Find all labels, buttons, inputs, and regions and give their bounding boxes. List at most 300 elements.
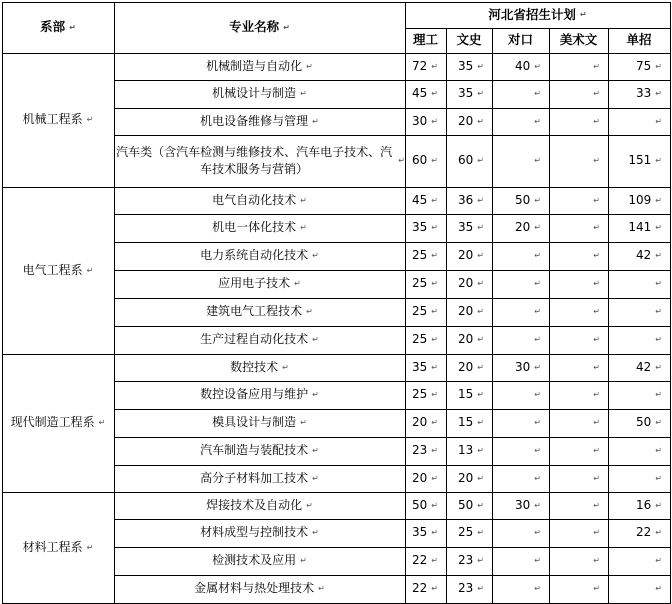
- grid-line: [549, 28, 550, 604]
- grid-line: [114, 547, 670, 548]
- value-cell-text: 30: [515, 359, 531, 374]
- paragraph-mark-icon: ↵: [431, 528, 438, 538]
- paragraph-mark-icon: ↵: [431, 116, 438, 126]
- grid-line: [114, 437, 670, 438]
- major-name: [114, 465, 405, 492]
- value-cell-text: 22: [636, 525, 652, 540]
- major-name: [114, 547, 405, 575]
- value-cell: [608, 270, 670, 298]
- dept-name-text: 机械工程系: [22, 112, 83, 127]
- paragraph-mark-icon: ↵: [477, 195, 484, 205]
- dept-name-text: 电气工程系: [22, 262, 83, 277]
- major-name: [114, 409, 405, 437]
- value-cell: [405, 53, 446, 80]
- paragraph-mark-icon: ↵: [593, 116, 600, 126]
- paragraph-mark-icon: ↵: [534, 390, 541, 400]
- paragraph-mark-icon: ↵: [534, 223, 541, 233]
- value-cell: [608, 465, 670, 492]
- paragraph-mark-icon: ↵: [431, 473, 438, 483]
- value-cell-text: 50: [515, 192, 531, 207]
- major-name: [114, 354, 405, 381]
- paragraph-mark-icon: ↵: [593, 223, 600, 233]
- value-cell: [446, 298, 492, 326]
- paragraph-mark-icon: ↵: [398, 156, 405, 166]
- paragraph-mark-icon: ↵: [431, 251, 438, 261]
- value-cell-text: 25: [412, 304, 428, 319]
- paragraph-mark-icon: ↵: [593, 251, 600, 261]
- value-cell: [608, 53, 670, 80]
- paragraph-mark-icon: ↵: [300, 556, 307, 566]
- grid-line: [114, 2, 115, 604]
- paragraph-mark-icon: ↵: [431, 418, 438, 428]
- major-name-text: 应用电子技术: [218, 276, 291, 291]
- paragraph-mark-icon: ↵: [655, 223, 662, 233]
- value-cell: [446, 354, 492, 381]
- header-col-4: [608, 28, 670, 53]
- major-name-text: 材料成型与控制技术: [200, 525, 309, 540]
- value-cell-text: 22: [412, 553, 428, 568]
- paragraph-mark-icon: ↵: [655, 195, 662, 205]
- paragraph-mark-icon: ↵: [477, 156, 484, 166]
- value-cell-text: 35: [412, 220, 428, 235]
- header-col-1: [446, 28, 492, 53]
- header-col-3-text: 美术文: [559, 32, 598, 48]
- paragraph-mark-icon: ↵: [431, 156, 438, 166]
- grid-line: [114, 108, 670, 109]
- paragraph-mark-icon: ↵: [477, 500, 484, 510]
- value-cell-text: 141: [628, 220, 652, 235]
- value-cell: [405, 492, 446, 519]
- paragraph-mark-icon: ↵: [534, 584, 541, 594]
- grid-line: [2, 2, 670, 3]
- value-cell-text: 35: [458, 220, 474, 235]
- value-cell-text: 20: [515, 220, 531, 235]
- value-cell: [446, 187, 492, 214]
- value-cell-text: 42: [636, 359, 652, 374]
- paragraph-mark-icon: ↵: [593, 418, 600, 428]
- value-cell: [446, 108, 492, 135]
- value-cell: [608, 242, 670, 270]
- value-cell-text: 23: [412, 443, 428, 458]
- paragraph-mark-icon: ↵: [477, 223, 484, 233]
- paragraph-mark-icon: ↵: [431, 307, 438, 317]
- value-cell: [608, 547, 670, 575]
- value-cell: [608, 108, 670, 135]
- value-cell-text: 50: [458, 497, 474, 512]
- paragraph-mark-icon: ↵: [593, 156, 600, 166]
- grid-line: [114, 214, 670, 215]
- value-cell: [549, 298, 608, 326]
- value-cell: [608, 298, 670, 326]
- paragraph-mark-icon: ↵: [534, 473, 541, 483]
- major-name-text: 数控技术: [230, 359, 279, 374]
- value-cell: [446, 242, 492, 270]
- value-cell: [405, 135, 446, 187]
- major-name-text: 检测技术及应用: [212, 553, 297, 568]
- value-cell-text: 35: [458, 58, 474, 73]
- value-cell: [492, 108, 549, 135]
- major-name-text: 机电设备维修与管理: [200, 113, 309, 128]
- major-name: [114, 108, 405, 135]
- paragraph-mark-icon: ↵: [86, 542, 94, 552]
- major-name: [114, 53, 405, 80]
- dept-name: [2, 354, 114, 492]
- value-cell: [492, 214, 549, 242]
- paragraph-mark-icon: ↵: [306, 61, 313, 71]
- value-cell: [446, 214, 492, 242]
- grid-line: [114, 80, 670, 81]
- value-cell: [446, 547, 492, 575]
- paragraph-mark-icon: ↵: [534, 116, 541, 126]
- value-cell: [405, 575, 446, 603]
- grid-line: [2, 187, 670, 188]
- major-name: [114, 270, 405, 298]
- paragraph-mark-icon: ↵: [86, 115, 94, 125]
- paragraph-mark-icon: ↵: [655, 418, 662, 428]
- paragraph-mark-icon: ↵: [655, 116, 662, 126]
- value-cell-text: 42: [636, 248, 652, 263]
- value-cell: [608, 437, 670, 465]
- value-cell: [608, 80, 670, 108]
- paragraph-mark-icon: ↵: [477, 584, 484, 594]
- value-cell: [405, 108, 446, 135]
- grid-line: [114, 270, 670, 271]
- value-cell-text: 20: [458, 470, 474, 485]
- value-cell: [446, 575, 492, 603]
- value-cell-text: 50: [636, 415, 652, 430]
- paragraph-mark-icon: ↵: [593, 556, 600, 566]
- paragraph-mark-icon: ↵: [593, 279, 600, 289]
- dept-name: [2, 187, 114, 354]
- value-cell: [549, 242, 608, 270]
- major-name-text: 电力系统自动化技术: [200, 248, 309, 263]
- paragraph-mark-icon: ↵: [312, 335, 319, 345]
- value-cell: [608, 326, 670, 354]
- dept-name-text: 材料工程系: [22, 539, 83, 554]
- value-cell-text: 25: [458, 525, 474, 540]
- value-cell: [492, 547, 549, 575]
- paragraph-mark-icon: ↵: [477, 279, 484, 289]
- paragraph-mark-icon: ↵: [69, 22, 76, 32]
- value-cell-text: 15: [458, 415, 474, 430]
- paragraph-mark-icon: ↵: [655, 89, 662, 99]
- value-cell: [446, 465, 492, 492]
- paragraph-mark-icon: ↵: [593, 362, 600, 372]
- grid-line: [114, 519, 670, 520]
- paragraph-mark-icon: ↵: [477, 418, 484, 428]
- value-cell-text: 25: [412, 387, 428, 402]
- paragraph-mark-icon: ↵: [312, 528, 319, 538]
- paragraph-mark-icon: ↵: [477, 556, 484, 566]
- dept-name: [2, 53, 114, 187]
- major-name: [114, 575, 405, 603]
- value-cell: [549, 519, 608, 547]
- value-cell-text: 30: [412, 113, 428, 128]
- value-cell: [549, 214, 608, 242]
- header-col-2: [492, 28, 549, 53]
- value-cell: [405, 214, 446, 242]
- paragraph-mark-icon: ↵: [593, 335, 600, 345]
- grid-line: [608, 28, 609, 604]
- major-name-text: 机械设计与制造: [212, 86, 297, 101]
- value-cell: [608, 492, 670, 519]
- value-cell: [446, 492, 492, 519]
- value-cell-text: 20: [458, 304, 474, 319]
- value-cell: [549, 187, 608, 214]
- paragraph-mark-icon: ↵: [431, 279, 438, 289]
- paragraph-mark-icon: ↵: [300, 418, 307, 428]
- paragraph-mark-icon: ↵: [312, 390, 319, 400]
- value-cell: [446, 270, 492, 298]
- value-cell-text: 35: [412, 359, 428, 374]
- grid-line: [492, 28, 493, 604]
- value-cell-text: 20: [412, 470, 428, 485]
- value-cell: [608, 381, 670, 409]
- value-cell: [405, 326, 446, 354]
- major-name-text: 建筑电气工程技术: [206, 304, 303, 319]
- value-cell: [549, 270, 608, 298]
- value-cell: [549, 409, 608, 437]
- paragraph-mark-icon: ↵: [431, 89, 438, 99]
- paragraph-mark-icon: ↵: [431, 446, 438, 456]
- value-cell-text: 23: [458, 581, 474, 596]
- header-major: [114, 2, 405, 53]
- paragraph-mark-icon: ↵: [98, 418, 106, 428]
- paragraph-mark-icon: ↵: [534, 500, 541, 510]
- value-cell: [549, 381, 608, 409]
- paragraph-mark-icon: ↵: [593, 446, 600, 456]
- header-col-1-text: 文史: [456, 32, 482, 48]
- paragraph-mark-icon: ↵: [534, 279, 541, 289]
- paragraph-mark-icon: ↵: [477, 335, 484, 345]
- major-name-text: 机械制造与自动化: [206, 58, 303, 73]
- header-plan-text: 河北省招生计划: [488, 6, 576, 22]
- major-name: [114, 80, 405, 108]
- paragraph-mark-icon: ↵: [86, 265, 94, 275]
- paragraph-mark-icon: ↵: [655, 528, 662, 538]
- value-cell: [446, 381, 492, 409]
- grid-line: [446, 28, 447, 604]
- major-name-text: 高分子材料加工技术: [200, 470, 309, 485]
- major-name-text: 机电一体化技术: [212, 220, 297, 235]
- value-cell-text: 40: [515, 58, 531, 73]
- value-cell: [549, 354, 608, 381]
- header-col-0-text: 理工: [412, 32, 438, 48]
- major-name-text: 汽车类（含汽车检测与维修技术、汽车电子技术、汽车技术服务与营销）: [116, 144, 393, 176]
- value-cell: [492, 326, 549, 354]
- value-cell: [608, 409, 670, 437]
- value-cell-text: 16: [636, 497, 652, 512]
- paragraph-mark-icon: ↵: [534, 61, 541, 71]
- paragraph-mark-icon: ↵: [593, 473, 600, 483]
- value-cell-text: 45: [412, 86, 428, 101]
- value-cell: [549, 575, 608, 603]
- header-major-text: 专业名称: [229, 19, 280, 35]
- value-cell: [492, 187, 549, 214]
- paragraph-mark-icon: ↵: [534, 556, 541, 566]
- value-cell-text: 20: [458, 332, 474, 347]
- value-cell-text: 36: [458, 192, 474, 207]
- header-col-3: [549, 28, 608, 53]
- value-cell-text: 60: [412, 153, 428, 168]
- value-cell: [549, 326, 608, 354]
- value-cell: [549, 108, 608, 135]
- paragraph-mark-icon: ↵: [534, 528, 541, 538]
- value-cell: [608, 187, 670, 214]
- paragraph-mark-icon: ↵: [477, 251, 484, 261]
- major-name: [114, 135, 405, 187]
- value-cell: [492, 270, 549, 298]
- value-cell: [405, 80, 446, 108]
- value-cell: [492, 465, 549, 492]
- dept-name: [2, 492, 114, 603]
- paragraph-mark-icon: ↵: [579, 10, 587, 20]
- value-cell: [549, 80, 608, 108]
- paragraph-mark-icon: ↵: [534, 89, 541, 99]
- value-cell-text: 33: [636, 86, 652, 101]
- paragraph-mark-icon: ↵: [655, 307, 662, 317]
- grid-line: [405, 2, 406, 604]
- paragraph-mark-icon: ↵: [306, 307, 313, 317]
- header-col-4-text: 单招: [626, 32, 652, 48]
- value-cell: [405, 409, 446, 437]
- value-cell: [405, 465, 446, 492]
- grid-line: [114, 409, 670, 410]
- value-cell-text: 15: [458, 387, 474, 402]
- value-cell-text: 20: [458, 276, 474, 291]
- major-name-text: 数控设备应用与维护: [200, 387, 309, 402]
- value-cell: [492, 381, 549, 409]
- paragraph-mark-icon: ↵: [655, 61, 662, 71]
- paragraph-mark-icon: ↵: [477, 390, 484, 400]
- major-name-text: 模具设计与制造: [212, 415, 297, 430]
- grid-line: [2, 53, 670, 54]
- grid-line: [114, 575, 670, 576]
- paragraph-mark-icon: ↵: [300, 195, 307, 205]
- value-cell: [549, 547, 608, 575]
- major-name-text: 电气自动化技术: [212, 192, 297, 207]
- grid-line: [114, 381, 670, 382]
- value-cell-text: 20: [458, 359, 474, 374]
- value-cell-text: 22: [412, 581, 428, 596]
- value-cell: [405, 187, 446, 214]
- value-cell: [446, 519, 492, 547]
- paragraph-mark-icon: ↵: [431, 500, 438, 510]
- grid-line: [114, 465, 670, 466]
- paragraph-mark-icon: ↵: [655, 390, 662, 400]
- paragraph-mark-icon: ↵: [300, 223, 307, 233]
- paragraph-mark-icon: ↵: [431, 61, 438, 71]
- value-cell-text: 72: [412, 58, 428, 73]
- value-cell-text: 75: [636, 58, 652, 73]
- grid-line: [2, 354, 670, 355]
- paragraph-mark-icon: ↵: [655, 556, 662, 566]
- paragraph-mark-icon: ↵: [306, 500, 313, 510]
- value-cell: [608, 135, 670, 187]
- paragraph-mark-icon: ↵: [534, 195, 541, 205]
- value-cell: [492, 575, 549, 603]
- paragraph-mark-icon: ↵: [593, 195, 600, 205]
- value-cell: [492, 53, 549, 80]
- paragraph-mark-icon: ↵: [431, 362, 438, 372]
- value-cell: [446, 135, 492, 187]
- value-cell: [549, 437, 608, 465]
- paragraph-mark-icon: ↵: [534, 418, 541, 428]
- value-cell: [608, 575, 670, 603]
- value-cell-text: 25: [412, 332, 428, 347]
- paragraph-mark-icon: ↵: [655, 473, 662, 483]
- value-cell: [446, 326, 492, 354]
- grid-line: [405, 28, 670, 29]
- value-cell-text: 25: [412, 276, 428, 291]
- paragraph-mark-icon: ↵: [655, 584, 662, 594]
- dept-name-text: 现代制造工程系: [10, 415, 95, 430]
- value-cell: [446, 437, 492, 465]
- paragraph-mark-icon: ↵: [312, 446, 319, 456]
- grid-line: [114, 242, 670, 243]
- paragraph-mark-icon: ↵: [477, 307, 484, 317]
- paragraph-mark-icon: ↵: [534, 307, 541, 317]
- paragraph-mark-icon: ↵: [477, 528, 484, 538]
- value-cell-text: 13: [458, 443, 474, 458]
- paragraph-mark-icon: ↵: [534, 335, 541, 345]
- value-cell: [492, 80, 549, 108]
- value-cell-text: 20: [458, 248, 474, 263]
- major-name-text: 生产过程自动化技术: [200, 332, 309, 347]
- value-cell-text: 20: [458, 113, 474, 128]
- grid-line: [2, 492, 670, 493]
- paragraph-mark-icon: ↵: [655, 500, 662, 510]
- value-cell: [549, 53, 608, 80]
- paragraph-mark-icon: ↵: [477, 116, 484, 126]
- value-cell: [446, 53, 492, 80]
- major-name: [114, 214, 405, 242]
- paragraph-mark-icon: ↵: [477, 362, 484, 372]
- value-cell-text: 35: [412, 525, 428, 540]
- paragraph-mark-icon: ↵: [593, 584, 600, 594]
- paragraph-mark-icon: ↵: [300, 89, 307, 99]
- paragraph-mark-icon: ↵: [655, 362, 662, 372]
- paragraph-mark-icon: ↵: [431, 584, 438, 594]
- paragraph-mark-icon: ↵: [431, 335, 438, 345]
- major-name-text: 金属材料与热处理技术: [194, 581, 315, 596]
- value-cell-text: 30: [515, 497, 531, 512]
- paragraph-mark-icon: ↵: [534, 362, 541, 372]
- paragraph-mark-icon: ↵: [318, 584, 325, 594]
- grid-line: [114, 326, 670, 327]
- value-cell-text: 151: [628, 153, 652, 168]
- value-cell: [492, 437, 549, 465]
- grid-line: [114, 298, 670, 299]
- paragraph-mark-icon: ↵: [282, 362, 289, 372]
- value-cell: [405, 437, 446, 465]
- value-cell: [549, 135, 608, 187]
- value-cell-text: 50: [412, 497, 428, 512]
- value-cell: [446, 80, 492, 108]
- header-dept: [2, 2, 114, 53]
- paragraph-mark-icon: ↵: [593, 61, 600, 71]
- header-col-0: [405, 28, 446, 53]
- paragraph-mark-icon: ↵: [593, 307, 600, 317]
- value-cell-text: 60: [458, 153, 474, 168]
- value-cell: [492, 354, 549, 381]
- paragraph-mark-icon: ↵: [283, 22, 290, 32]
- paragraph-mark-icon: ↵: [655, 251, 662, 261]
- value-cell: [405, 381, 446, 409]
- paragraph-mark-icon: ↵: [593, 390, 600, 400]
- paragraph-mark-icon: ↵: [312, 473, 319, 483]
- value-cell: [492, 409, 549, 437]
